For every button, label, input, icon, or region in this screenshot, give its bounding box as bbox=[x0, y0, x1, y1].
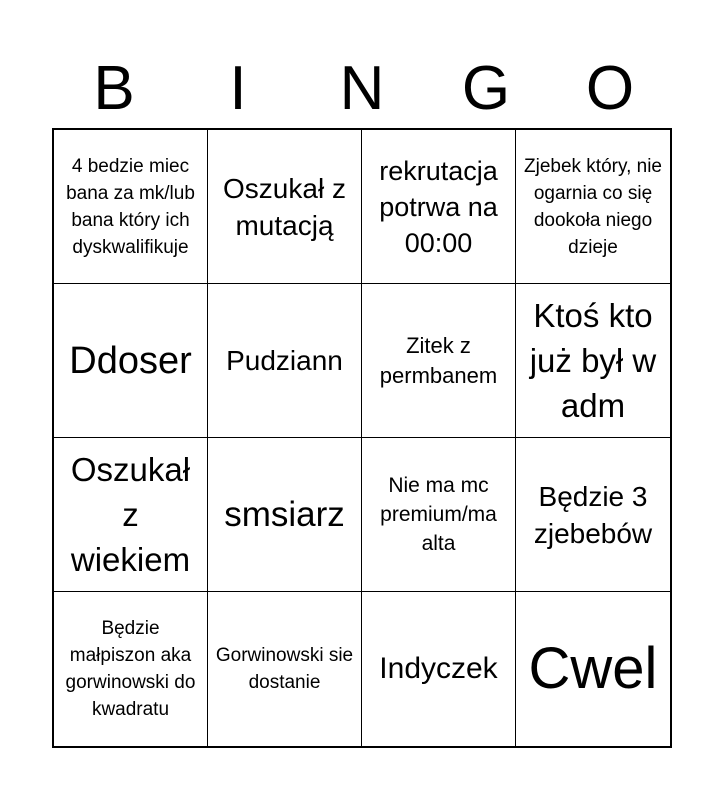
bingo-cell-text: smsiarz bbox=[224, 494, 345, 534]
header-letter-o: O bbox=[585, 54, 635, 123]
bingo-cell[interactable] bbox=[54, 438, 208, 592]
bingo-cell-text: 4 bedzie miec bana za mk/lub bana który ich dyskwalifikuje bbox=[66, 155, 195, 258]
bingo-cell-text: Nie ma mc premium/ma alta bbox=[380, 474, 497, 555]
bingo-cell-text: Będzie małpiszon aka gorwinowski do kwadratu bbox=[65, 618, 196, 720]
bingo-board bbox=[52, 128, 672, 748]
bingo-cell[interactable] bbox=[54, 592, 208, 746]
bingo-cell-text: Cwel bbox=[528, 636, 658, 701]
bingo-cell[interactable] bbox=[362, 592, 516, 746]
bingo-cell-text: Ddoser bbox=[69, 339, 192, 382]
bingo-cell-text: Ktoś kto już był w adm bbox=[529, 297, 657, 424]
bingo-cell[interactable] bbox=[516, 130, 670, 284]
bingo-cell[interactable] bbox=[208, 438, 362, 592]
bingo-cell-text: Zjebek który, nie ogarnia co się dookoła niego dzieje bbox=[524, 155, 662, 258]
bingo-cell-text: Pudziann bbox=[226, 345, 343, 376]
bingo-cell[interactable] bbox=[208, 284, 362, 438]
bingo-cell[interactable] bbox=[208, 592, 362, 746]
bingo-cell[interactable] bbox=[208, 130, 362, 284]
header-letter-n: N bbox=[339, 54, 385, 123]
bingo-cell[interactable] bbox=[54, 284, 208, 438]
bingo-cell-text: Oszukał z mutacją bbox=[223, 172, 346, 241]
bingo-cell[interactable] bbox=[362, 438, 516, 592]
bingo-cell-text: Będzie 3 zjebebów bbox=[533, 480, 653, 549]
bingo-cell-text: Zitek z permbanem bbox=[379, 332, 498, 388]
bingo-cell[interactable] bbox=[516, 284, 670, 438]
header-letter-b: B bbox=[93, 54, 135, 123]
bingo-cell[interactable] bbox=[516, 438, 670, 592]
bingo-cell[interactable] bbox=[516, 592, 670, 746]
bingo-cell-text: rekrutacja potrwa na 00:00 bbox=[379, 155, 498, 258]
bingo-cell[interactable] bbox=[362, 130, 516, 284]
bingo-cell-text: Indyczek bbox=[379, 652, 498, 685]
bingo-cell[interactable] bbox=[54, 130, 208, 284]
bingo-cell-text: Gorwinowski sie dostanie bbox=[215, 645, 354, 693]
header-letter-i: I bbox=[229, 54, 247, 123]
bingo-cell[interactable] bbox=[362, 284, 516, 438]
header-letter-g: G bbox=[461, 54, 511, 123]
bingo-cell-text: Oszukał z wiekiem bbox=[70, 451, 191, 578]
bingo-header bbox=[52, 50, 672, 128]
